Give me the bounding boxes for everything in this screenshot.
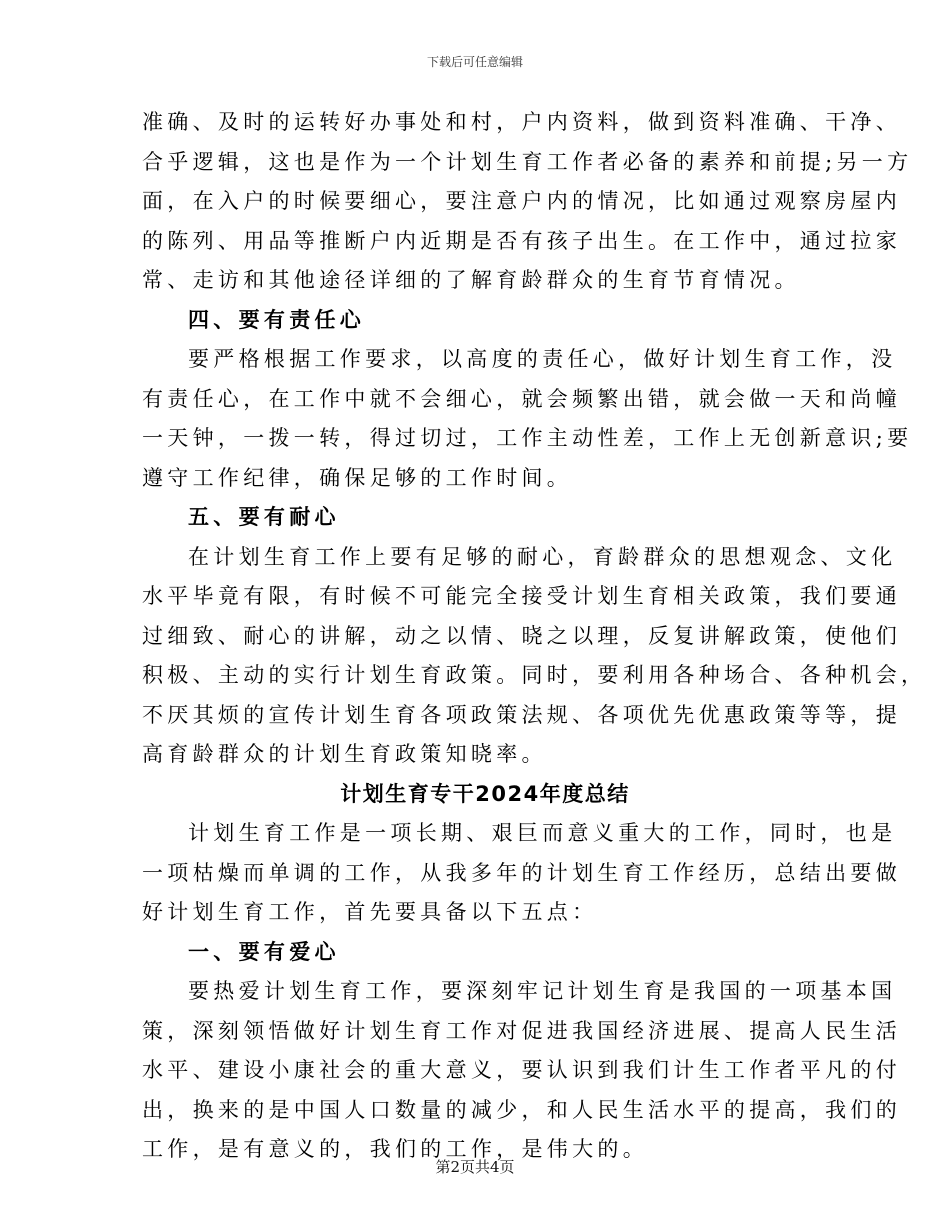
body-line: 出，换来的是中国人口数量的减少，和人民生活水平的提高，我们的 — [142, 1097, 901, 1122]
body-line: 高育龄群众的计划生育政策知晓率。 — [142, 742, 547, 766]
body-line: 工作，是有意义的，我们的工作，是伟大的。 — [142, 1137, 648, 1161]
header-note: 下载后可任意编辑 — [426, 55, 523, 69]
body-line: 一天钟，一拨一转，得过切过，工作主动性差，工作上无创新意识;要 — [142, 426, 913, 450]
body-line: 积极、主动的实行计划生育政策。同时，要利用各种场合、各种机会， — [142, 663, 927, 687]
body-line: 不厌其烦的宣传计划生育各项政策法规、各项优先优惠政策等等，提 — [142, 702, 901, 727]
body-line: 策，深刻领悟做好计划生育工作对促进我国经济进展、提高人民生活 — [142, 1018, 901, 1043]
body-line: 一项枯燥而单调的工作，从我多年的计划生育工作经历，总结出要做 — [142, 860, 901, 885]
section-heading: 五、要有耐心 — [188, 505, 340, 529]
page-number-footer: 第2页共4页 — [435, 1158, 515, 1176]
body-line: 合乎逻辑，这也是作为一个计划生育工作者必备的素养和前提;另一方 — [142, 149, 913, 174]
section-heading: 四、要有责任心 — [188, 307, 366, 332]
paragraph-first-line: 要严格根据工作要求，以高度的责任心，做好计划生育工作，没 — [188, 347, 897, 371]
body-line: 准确、及时的运转好办事处和村，户内资料，做到资料准确、干净、 — [142, 110, 901, 134]
document-title: 计划生育专干2024年度总结 — [340, 781, 630, 806]
body-line: 常、走访和其他途径详细的了解育龄群众的生育节育情况。 — [142, 268, 800, 292]
paragraph-first-line: 在计划生育工作上要有足够的耐心，育龄群众的思想观念、文化 — [188, 544, 897, 569]
body-line: 水平、建设小康社会的重大意义，要认识到我们计生工作者平凡的付 — [142, 1058, 901, 1082]
paragraph-first-line: 要热爱计划生育工作，要深刻牢记计划生育是我国的一项基本国 — [188, 979, 897, 1003]
body-line: 的陈列、用品等推断户内近期是否有孩子出生。在工作中，通过拉家 — [142, 228, 901, 253]
body-line: 过细致、耐心的讲解，动之以情、晓之以理，反复讲解政策，使他们 — [142, 623, 901, 648]
paragraph-first-line: 计划生育工作是一项长期、艰巨而意义重大的工作，同时，也是 — [188, 821, 897, 845]
body-line: 好计划生育工作，首先要具备以下五点： — [142, 900, 598, 924]
body-line: 遵守工作纪律，确保足够的工作时间。 — [142, 465, 573, 490]
section-heading: 一、要有爱心 — [188, 939, 340, 964]
body-line: 有责任心，在工作中就不会细心，就会频繁出错，就会做一天和尚幢 — [142, 386, 901, 411]
body-line: 水平毕竟有限，有时候不可能完全接受计划生育相关政策，我们要通 — [142, 584, 901, 608]
body-line: 面，在入户的时候要细心，要注意户内的情况，比如通过观察房屋内 — [142, 189, 901, 213]
document-body — [142, 103, 927, 1170]
